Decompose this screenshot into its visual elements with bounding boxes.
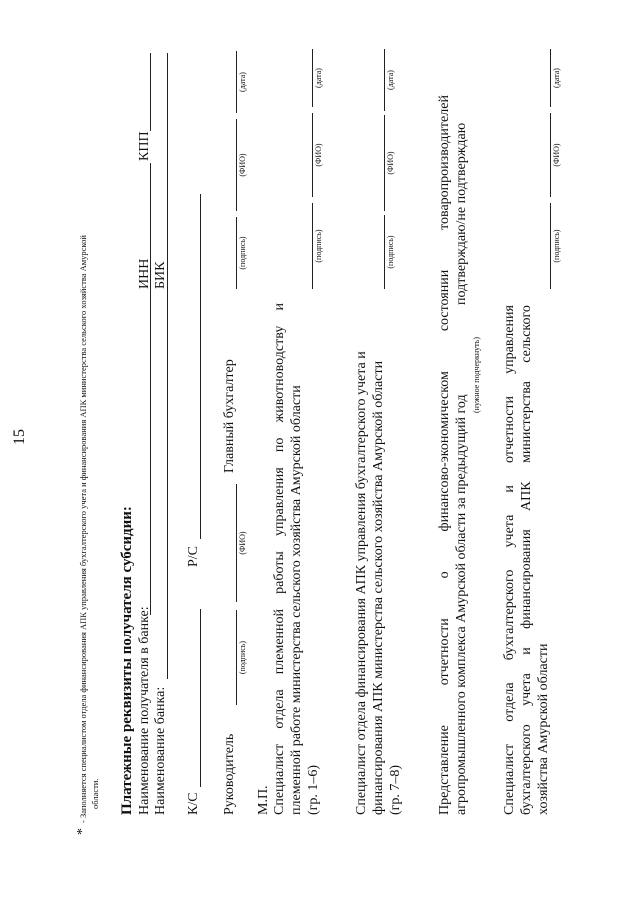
block4-word: бухгалтерского (502, 569, 517, 661)
block4-word: бухгалтерского (519, 724, 534, 815)
block4-word: Специалист (502, 743, 517, 815)
block4-date-caption: (дата) (552, 68, 561, 88)
block3-word: отчетности (437, 618, 452, 686)
kpp-label: КПП (137, 131, 152, 161)
kpp-line (150, 53, 151, 131)
chief-fio-caption: (ФИО) (238, 153, 247, 177)
block2-signature-line (384, 215, 385, 289)
head-fio-caption: (ФИО) (238, 531, 247, 555)
block1-signature-line (312, 203, 313, 289)
bik-line (167, 53, 168, 253)
block4-word: сельского (519, 305, 534, 363)
block2-fio-line (384, 115, 385, 211)
block1-date-line (312, 49, 313, 107)
block3-word: товаропроизводителей (437, 95, 452, 230)
block4-word: и (519, 647, 534, 655)
stamp-mp: М.П. (256, 785, 271, 815)
block1-word: животноводству (272, 325, 287, 423)
block4-word: учета (519, 673, 534, 706)
chief-signature-caption: (подпись) (238, 236, 247, 270)
ks-label: К/С (186, 792, 201, 815)
block1-line2: племенной работе министерства сельского хозяйства Амурской области (289, 385, 304, 815)
block1-word: по (272, 437, 287, 453)
block1-signature-caption: (подпись) (314, 229, 323, 263)
block1-word: управления (272, 467, 287, 537)
block1-word: племенной (272, 608, 287, 675)
block2-fio-caption: (ФИО) (386, 151, 395, 175)
block3-line2: агропромышленного комплекса Амурской области за предыдущий год (454, 394, 469, 815)
chief-date-line (236, 51, 237, 113)
block2-line2: финансирования АПК министерства сельского хозяйства Амурской области (371, 360, 386, 815)
block3-line1 (437, 95, 453, 815)
block4-word: учета (502, 514, 517, 548)
block4-line1 (502, 305, 518, 815)
block2-date-line (384, 49, 385, 111)
footnote-marker: * (75, 828, 90, 835)
block4-word: и (502, 485, 517, 493)
block4-line2 (519, 305, 535, 815)
block4-word: управления (502, 305, 517, 374)
inn-label: ИНН (137, 258, 152, 289)
block4-date-line (550, 49, 551, 107)
block4-word: АПК (519, 481, 534, 511)
block1-fio-line (312, 113, 313, 197)
block2-signature-caption: (подпись) (386, 235, 395, 269)
block4-word: финансирования (519, 529, 534, 629)
block3-note: (нужное подчеркнуть) (472, 337, 481, 413)
block4-fio-caption: (ФИО) (552, 143, 561, 167)
block4-word: министерства (519, 381, 534, 463)
block1-line3: (гр. 1–6) (306, 764, 321, 815)
block1-word: работы (272, 551, 287, 594)
block1-date-caption: (дата) (314, 68, 323, 88)
block4-signature-line (550, 203, 551, 289)
rs-line (200, 194, 201, 539)
footnote-line1: - Заполняется специалистом отдела финансирования АПК управления бухгалтерского учета и финансирования АПК министерства сельского хозяйства Амурской (78, 235, 88, 823)
block4-word: отчетности (502, 395, 517, 463)
block3-word: о (437, 571, 452, 579)
block2-line3: (гр. 7–8) (388, 764, 403, 815)
recipient-name-label: Наименование получателя в банке: (137, 606, 152, 815)
block4-signature-caption: (подпись) (552, 229, 561, 263)
chief-signature-line (236, 217, 237, 289)
block4-fio-line (550, 113, 551, 197)
block1-line1 (272, 303, 288, 815)
head-signature-caption: (подпись) (238, 640, 247, 675)
inn-line (150, 163, 151, 251)
head-fio-line (236, 484, 237, 602)
block3-word: Представление (437, 725, 452, 815)
block4-word: отдела (502, 682, 517, 722)
page-number: 15 (11, 429, 28, 445)
bank-name-label: Наименование банка: (153, 686, 168, 815)
block1-word: Специалист (272, 743, 287, 815)
rs-label: Р/С (186, 545, 201, 567)
ks-line (200, 609, 201, 787)
payment-heading: Платежные реквизиты получателя субсидии: (119, 506, 135, 815)
bik-label: БИК (153, 261, 168, 289)
block3-word: состоянии (437, 269, 452, 332)
chief-accountant-label: Главный бухгалтер (222, 359, 237, 473)
head-signature-line (236, 610, 237, 705)
chief-date-caption: (дата) (238, 72, 247, 92)
block1-fio-caption: (ФИО) (314, 143, 323, 167)
block4-line3: хозяйства Амурской области (536, 643, 551, 815)
head-label: Руководитель (222, 733, 237, 815)
block3-word: финансово-экономическом (437, 371, 452, 532)
block2-date-caption: (дата) (386, 70, 395, 90)
block2-line1: Специалист отдела финансирования АПК управления бухгалтерского учета и (354, 351, 369, 815)
block1-word: отдела (272, 689, 287, 729)
chief-fio-line (236, 119, 237, 211)
block1-word: и (272, 303, 287, 311)
footnote-line2: области. (90, 778, 100, 809)
block3-choice: подтверждаю/не подтверждаю (454, 122, 469, 305)
